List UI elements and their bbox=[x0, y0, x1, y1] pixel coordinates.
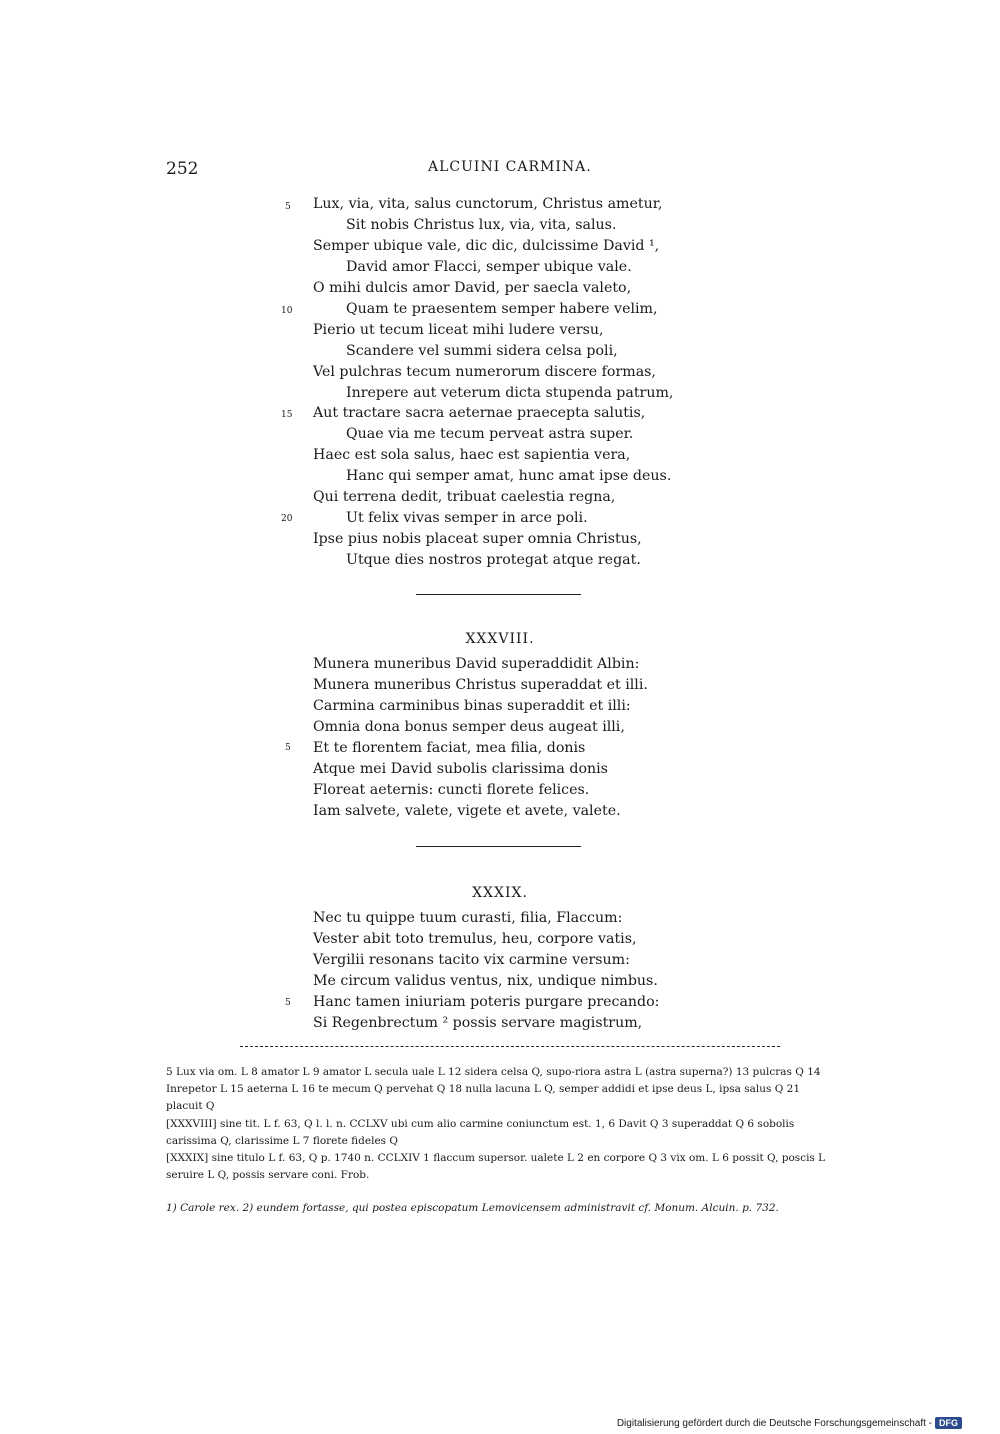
verse-line: Utque dies nostros protegat atque regat. bbox=[346, 552, 641, 568]
line-number: 15 bbox=[281, 410, 293, 420]
verse-line: Si Regenbrectum ² possis servare magistrum, bbox=[313, 1015, 643, 1031]
page-number: 252 bbox=[166, 159, 199, 179]
dfg-logo: DFG bbox=[935, 1417, 962, 1429]
apparatus-note: [XXXVIII] sine tit. L f. 63, Q l. l. n. CCLXV ubi cum alio carmine coniunctum est. 1, 6 Davit Q 3 superaddat Q 6 sobolis carissima Q, clarissime L 7 florete fideles Q bbox=[166, 1117, 795, 1147]
verse-line: Qui terrena dedit, tribuat caelestia regna, bbox=[313, 489, 616, 505]
footer-credit bbox=[617, 1417, 962, 1429]
verse-line: Vergilii resonans tacito vix carmine versum: bbox=[313, 952, 630, 968]
verse-line: Quam te praesentem semper habere velim, bbox=[346, 301, 658, 317]
verse-line: Omnia dona bonus semper deus augeat illi, bbox=[313, 719, 625, 735]
line-number: 20 bbox=[281, 514, 293, 524]
verse-line: Vel pulchras tecum numerorum discere formas, bbox=[313, 364, 656, 380]
credit-text: Digitalisierung gefördert durch die Deutsche Forschungsgemeinschaft - bbox=[616, 1417, 932, 1429]
apparatus-note: [XXXIX] sine titulo L f. 63, Q p. 1740 n. CCLXIV 1 flaccum supersor. ualete L 2 en corpore Q 3 vix om. L 6 possit Q, poscis L seruire L Q, possis servare coni. Frob. bbox=[166, 1152, 826, 1182]
verse-line: Atque mei David subolis clarissima donis bbox=[313, 761, 608, 777]
apparatus-divider bbox=[240, 1046, 780, 1047]
line-number: 5 bbox=[285, 202, 291, 212]
line-number: 5 bbox=[285, 998, 291, 1008]
apparatus-note: 5 Lux via om. L 8 amator L 9 amator L secula uale L 12 sidera celsa Q, supo-riora astra L (astra superna?) 13 pulcras Q 14 Inrepetor L 15 aeterna L 16 te mecum Q pervehat Q 18 nulla lacuna L Q, semper addidi et ipse deus L, ipsa salus Q 21 placuit Q bbox=[166, 1066, 821, 1113]
section-title: XXXVIII. bbox=[465, 631, 535, 647]
verse-line: Inrepere aut veterum dicta stupenda patrum, bbox=[346, 385, 674, 401]
verse-line: Haec est sola salus, haec est sapientia vera, bbox=[313, 447, 631, 463]
verse-line: Pierio ut tecum liceat mihi ludere versu, bbox=[313, 322, 604, 338]
verse-line: Semper ubique vale, dic dic, dulcissime David ¹, bbox=[313, 238, 660, 254]
verse-line: O mihi dulcis amor David, per saecla valeto, bbox=[313, 280, 632, 296]
verse-line: Et te florentem faciat, mea filia, donis bbox=[313, 740, 586, 756]
verse-line: David amor Flacci, semper ubique vale. bbox=[346, 259, 632, 275]
verse-line: Hanc tamen iniuriam poteris purgare precando: bbox=[313, 994, 660, 1010]
verse-line: Scandere vel summi sidera celsa poli, bbox=[346, 343, 618, 359]
verse-line: Hanc qui semper amat, hunc amat ipse deus. bbox=[346, 468, 672, 484]
verse-line: Munera muneribus Christus superaddat et illi. bbox=[313, 677, 648, 693]
notes-block bbox=[166, 1064, 836, 1218]
verse-line: Ipse pius nobis placeat super omnia Christus, bbox=[313, 531, 642, 547]
verse-line: Vester abit toto tremulus, heu, corpore vatis, bbox=[313, 931, 637, 947]
verse-line: Nec tu quippe tuum curasti, filia, Flaccum: bbox=[313, 910, 623, 926]
verse-line: Carmina carminibus binas superaddit et illi: bbox=[313, 698, 631, 714]
line-number: 5 bbox=[285, 743, 291, 753]
section-divider bbox=[416, 594, 581, 595]
running-title: ALCUINI CARMINA. bbox=[428, 159, 592, 175]
verse-line: Quae via me tecum perveat astra super. bbox=[346, 426, 634, 442]
verse-line: Munera muneribus David superaddidit Albin: bbox=[313, 656, 640, 672]
section-divider bbox=[416, 846, 581, 847]
verse-line: Lux, via, vita, salus cunctorum, Christus ametur, bbox=[313, 196, 663, 212]
verse-line: Ut felix vivas semper in arce poli. bbox=[346, 510, 588, 526]
verse-line: Iam salvete, valete, vigete et avete, valete. bbox=[313, 803, 621, 819]
verse-line: Aut tractare sacra aeternae praecepta salutis, bbox=[313, 405, 646, 421]
line-number: 10 bbox=[281, 306, 293, 316]
section-title: XXXIX. bbox=[472, 885, 528, 901]
verse-line: Me circum validus ventus, nix, undique nimbus. bbox=[313, 973, 658, 989]
verse-line: Sit nobis Christus lux, via, vita, salus. bbox=[346, 217, 617, 233]
footnote: 1) Carole rex. 2) eundem fortasse, qui postea episcopatum Lemovicensem administravit cf. Monum. Alcuin. p. 732. bbox=[166, 1202, 779, 1215]
verse-line: Floreat aeternis: cuncti florete felices. bbox=[313, 782, 590, 798]
